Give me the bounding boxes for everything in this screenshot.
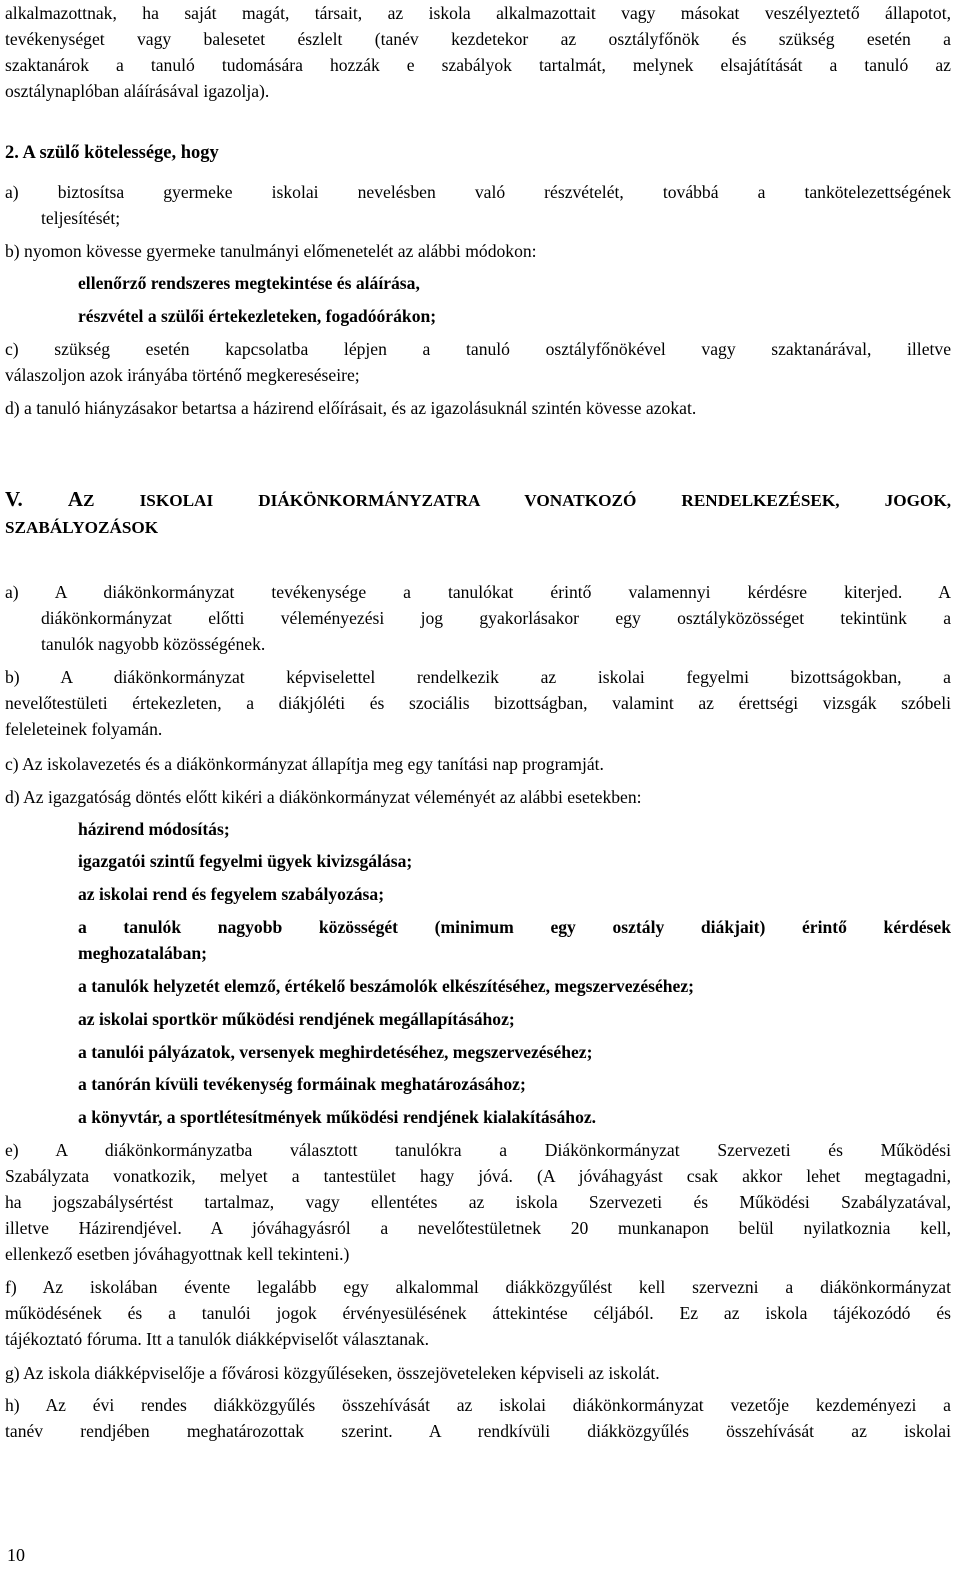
text-line: a) A diákönkormányzat tevékenysége a tanulókat érintő valamennyi kérdésre kiterjed. A: [5, 582, 951, 602]
list-item: az iskolai sportkör működési rendjének megállapításához;: [78, 1009, 515, 1029]
list-item: a tanulók nagyobb közösségét (minimum egy osztály diákjait) érintő kérdések: [78, 917, 951, 937]
text-line: osztálynaplóban aláírásával igazolja).: [5, 81, 270, 101]
text-line: c) Az iskolavezetés és a diákönkormányzat állapítja meg egy tanítási nap programját.: [5, 754, 604, 774]
text-line: tanulók nagyobb közösségének.: [41, 634, 266, 654]
list-item: a tanulók helyzetét elemző, értékelő beszámolók elkészítéséhez, megszervezéséhez;: [78, 976, 695, 996]
list-item: az iskolai rend és fegyelem szabályozása;: [78, 884, 385, 904]
chapter-heading-line2: SZABÁLYOZÁSOK: [5, 518, 159, 537]
text-line: b) A diákönkormányzat képviselettel rendelkezik az iskolai fegyelmi bizottságokban, a: [5, 667, 951, 687]
text-line: g) Az iskola diákképviselője a fővárosi közgyűléseken, összejöveteleken képviseli az iskolát.: [5, 1363, 660, 1383]
list-item: meghozatalában;: [78, 943, 208, 963]
text-line: ellenkező esetben jóváhagyottnak kell tekinteni.): [5, 1244, 350, 1264]
text-line: alkalmazottnak, ha saját magát, társait, az iskola alkalmazottait vagy másokat veszélyeztető állapotot,: [5, 3, 951, 23]
text-line: működésének és a tanulói jogok érvényesülésének áttekintése céljából. Ez az iskola tájékozódó és: [5, 1303, 951, 1323]
text-line: f) Az iskolában évente legalább egy alkalommal diákközgyűlést kell szervezni a diákönkormányzat: [5, 1277, 951, 1297]
list-item: a tanulói pályázatok, versenyek meghirdetéséhez, megszervezéséhez;: [78, 1042, 593, 1062]
text-line: illetve Házirendjével. A jóváhagyásról a nevelőtestületnek 20 munkanapon belül nyilatkoznia kell,: [5, 1218, 951, 1238]
text-line: tájékoztató fóruma. Itt a tanulók diákképviselőt választanak.: [5, 1329, 430, 1349]
text-line: a) biztosítsa gyermeke iskolai nevelésben való részvételét, továbbá a tankötelezettségének: [5, 182, 951, 202]
section-heading: 2. A szülő kötelessége, hogy: [5, 143, 219, 163]
text-line: tanév rendjében meghatározottak szerint. A rendkívüli diákközgyűlés összehívását az iskolai: [5, 1421, 951, 1441]
text-line: Szabályzata vonatkozik, melyet a tantestület hagy jóvá. (A jóváhagyást csak akkor lehet megtagadni,: [5, 1166, 951, 1186]
text-line: e) A diákönkormányzatba választott tanulókra a Diákönkormányzat Szervezeti és Működési: [5, 1140, 951, 1160]
list-item: ellenőrző rendszeres megtekintése és aláírása,: [78, 273, 420, 293]
text-line: d) a tanuló hiányzásakor betartsa a házirend előírásait, és az igazolásuknál szintén kövesse azokat.: [5, 398, 697, 418]
chapter-heading: [5, 486, 951, 514]
text-line: b) nyomon kövesse gyermeke tanulmányi előmenetelét az alábbi módokon:: [5, 241, 537, 261]
list-item: a könyvtár, a sportlétesítmények működési rendjének kialakításához.: [78, 1107, 597, 1127]
text-line: ha jogszabálysértést tartalmaz, vagy ellentétes az iskola Szervezeti és Működési Szabályzatával,: [5, 1192, 951, 1212]
text-line: diákönkormányzat előtti véleményezési jog gyakorlásakor egy osztályközösséget tekintünk a: [41, 608, 951, 628]
text-line: feleleteinek folyamán.: [5, 719, 163, 739]
list-item: igazgatói szintű fegyelmi ügyek kivizsgálása;: [78, 851, 413, 871]
list-item: a tanórán kívüli tevékenység formáinak meghatározásához;: [78, 1074, 526, 1094]
text-line: h) Az évi rendes diákközgyűlés összehívását az iskolai diákönkormányzat vezetője kezdeményezi a: [5, 1395, 951, 1415]
text-line: válaszoljon azok irányába történő megkereséseire;: [5, 365, 360, 385]
page-number: 10: [7, 1545, 25, 1565]
text-line: d) Az igazgatóság döntés előtt kikéri a diákönkormányzat véleményét az alábbi esetekben:: [5, 787, 642, 807]
text-line: teljesítését;: [41, 208, 121, 228]
list-item: házirend módosítás;: [78, 819, 230, 839]
text-line: nevelőtestületi értekezleten, a diákjóléti és szociális bizottságban, valamint az érettségi vizsgák szóbeli: [5, 693, 951, 713]
list-item: részvétel a szülői értekezleteken, fogadóórákon;: [78, 306, 437, 326]
text-line: c) szükség esetén kapcsolatba lépjen a tanuló osztályfőnökével vagy szaktanárával, illetve: [5, 339, 951, 359]
text-line: szaktanárok a tanuló tudomására hozzák e szabályok tartalmát, melynek elsajátítását a tanuló az: [5, 55, 951, 75]
text-line: tevékenységet vagy balesetet észlelt (tanév kezdetekor az osztályfőnök és szükség esetén a: [5, 29, 951, 49]
chapter-heading-line: V. AZ ISKOLAI DIÁKÖNKORMÁNYZATRA VONATKOZÓ RENDELKEZÉSEK, JOGOK,: [5, 487, 951, 511]
